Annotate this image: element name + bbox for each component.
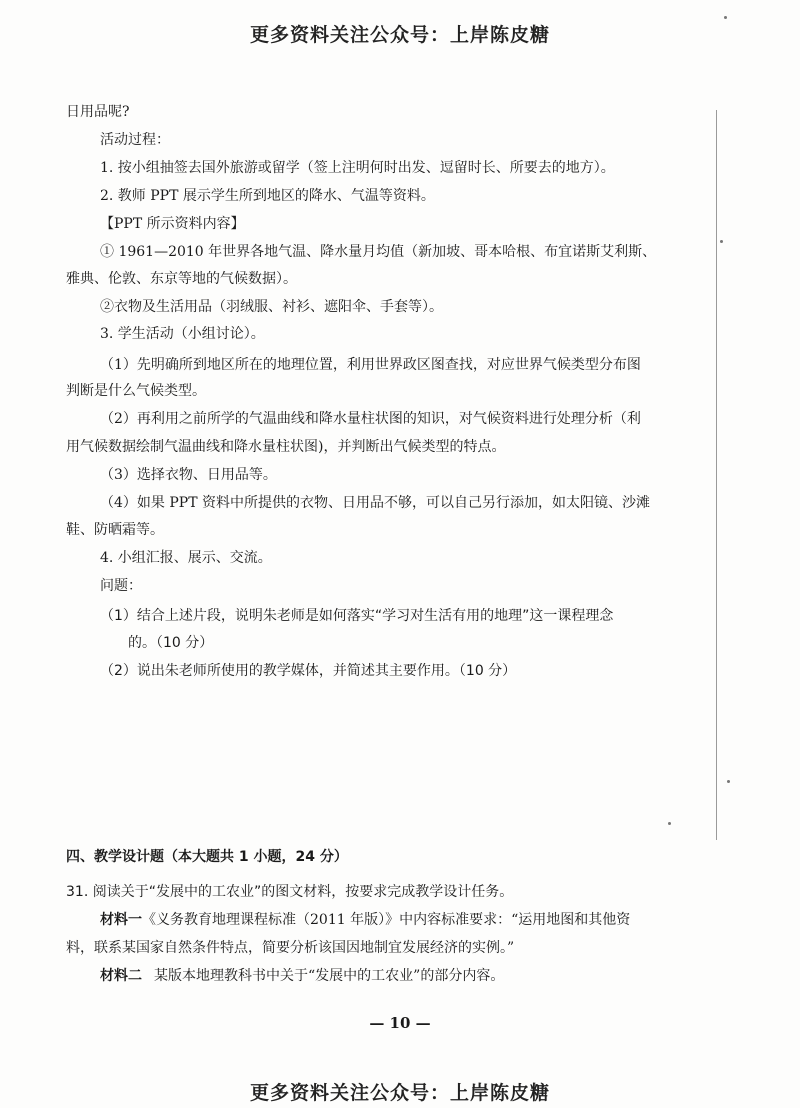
material-2-text: 某版本地理教科书中关于“发展中的工农业”的部分内容。: [154, 968, 505, 984]
text-line: 用气候数据绘制气温曲线和降水量柱状图)，并判断出气候类型的特点。: [66, 439, 506, 455]
binding-mark: [727, 780, 730, 783]
question-1: （1）结合上述片段，说明朱老师是如何落实“学习对生活有用的地理”这一课程理念: [100, 608, 614, 624]
questions-heading: 问题：: [100, 578, 142, 594]
binding-mark: [720, 240, 723, 243]
text-line: （3）选择衣物、日用品等。: [100, 467, 277, 483]
material-1-continued: 料，联系某国家自然条件特点，简要分析该国因地制宜发展经济的实例。”: [66, 940, 515, 956]
text-line: 3. 学生活动（小组讨论）。: [100, 326, 265, 342]
text-line: （1）先明确所到地区所在的地理位置，利用世界政区图查找，对应世界气候类型分布图: [100, 357, 641, 373]
question-1-continued: 的。（10 分）: [128, 635, 214, 651]
material-2: [100, 967, 504, 985]
text-line: 雅典、伦敦、东京等地的气候数据）。: [66, 271, 297, 287]
text-line: 鞋、防晒霜等。: [66, 522, 164, 538]
text-line: ②衣物及生活用品（羽绒服、衬衫、遮阳伞、手套等）。: [100, 299, 443, 315]
material-1: [100, 911, 630, 929]
text-line: 4. 小组汇报、展示、交流。: [100, 550, 272, 566]
material-1-text: 《义务教育地理课程标准（2011 年版）》中内容标准要求：“运用地图和其他资: [142, 912, 631, 928]
question-31: 31. 阅读关于“发展中的工农业”的图文材料，按要求完成教学设计任务。: [66, 884, 514, 900]
text-line: 【PPT 所示资料内容】: [100, 216, 245, 232]
text-line: 2. 教师 PPT 展示学生所到地区的降水、气温等资料。: [100, 188, 435, 204]
header-banner: 更多资料关注公众号：上岸陈皮糖: [249, 24, 550, 46]
binding-mark: [668, 822, 671, 825]
section-title: 四、教学设计题（本大题共 1 小题，24 分）: [66, 849, 348, 865]
binding-mark: [724, 16, 727, 19]
material-1-label: 材料一: [100, 912, 142, 928]
material-2-label: 材料二: [100, 968, 142, 984]
text-line: 判断是什么气候类型。: [66, 383, 206, 399]
text-line: 日用品呢?: [66, 104, 130, 120]
binding-line: [716, 110, 717, 840]
page-number: — 10 —: [369, 1014, 431, 1032]
text-line: 活动过程：: [100, 132, 170, 148]
footer-banner: 更多资料关注公众号：上岸陈皮糖: [249, 1082, 550, 1104]
text-line: 1. 按小组抽签去国外旅游或留学（签上注明何时出发、逗留时长、所要去的地方）。: [100, 160, 615, 176]
text-line: （4）如果 PPT 资料中所提供的衣物、日用品不够，可以自己另行添加，如太阳镜、沙滩: [100, 495, 650, 511]
question-2: （2）说出朱老师所使用的教学媒体，并简述其主要作用。（10 分）: [100, 663, 517, 679]
text-line: ① 1961—2010 年世界各地气温、降水量月均值（新加坡、哥本哈根、布宜诺斯艾利斯、: [100, 244, 657, 260]
text-line: （2）再利用之前所学的气温曲线和降水量柱状图的知识，对气候资料进行处理分析（利: [100, 411, 641, 427]
